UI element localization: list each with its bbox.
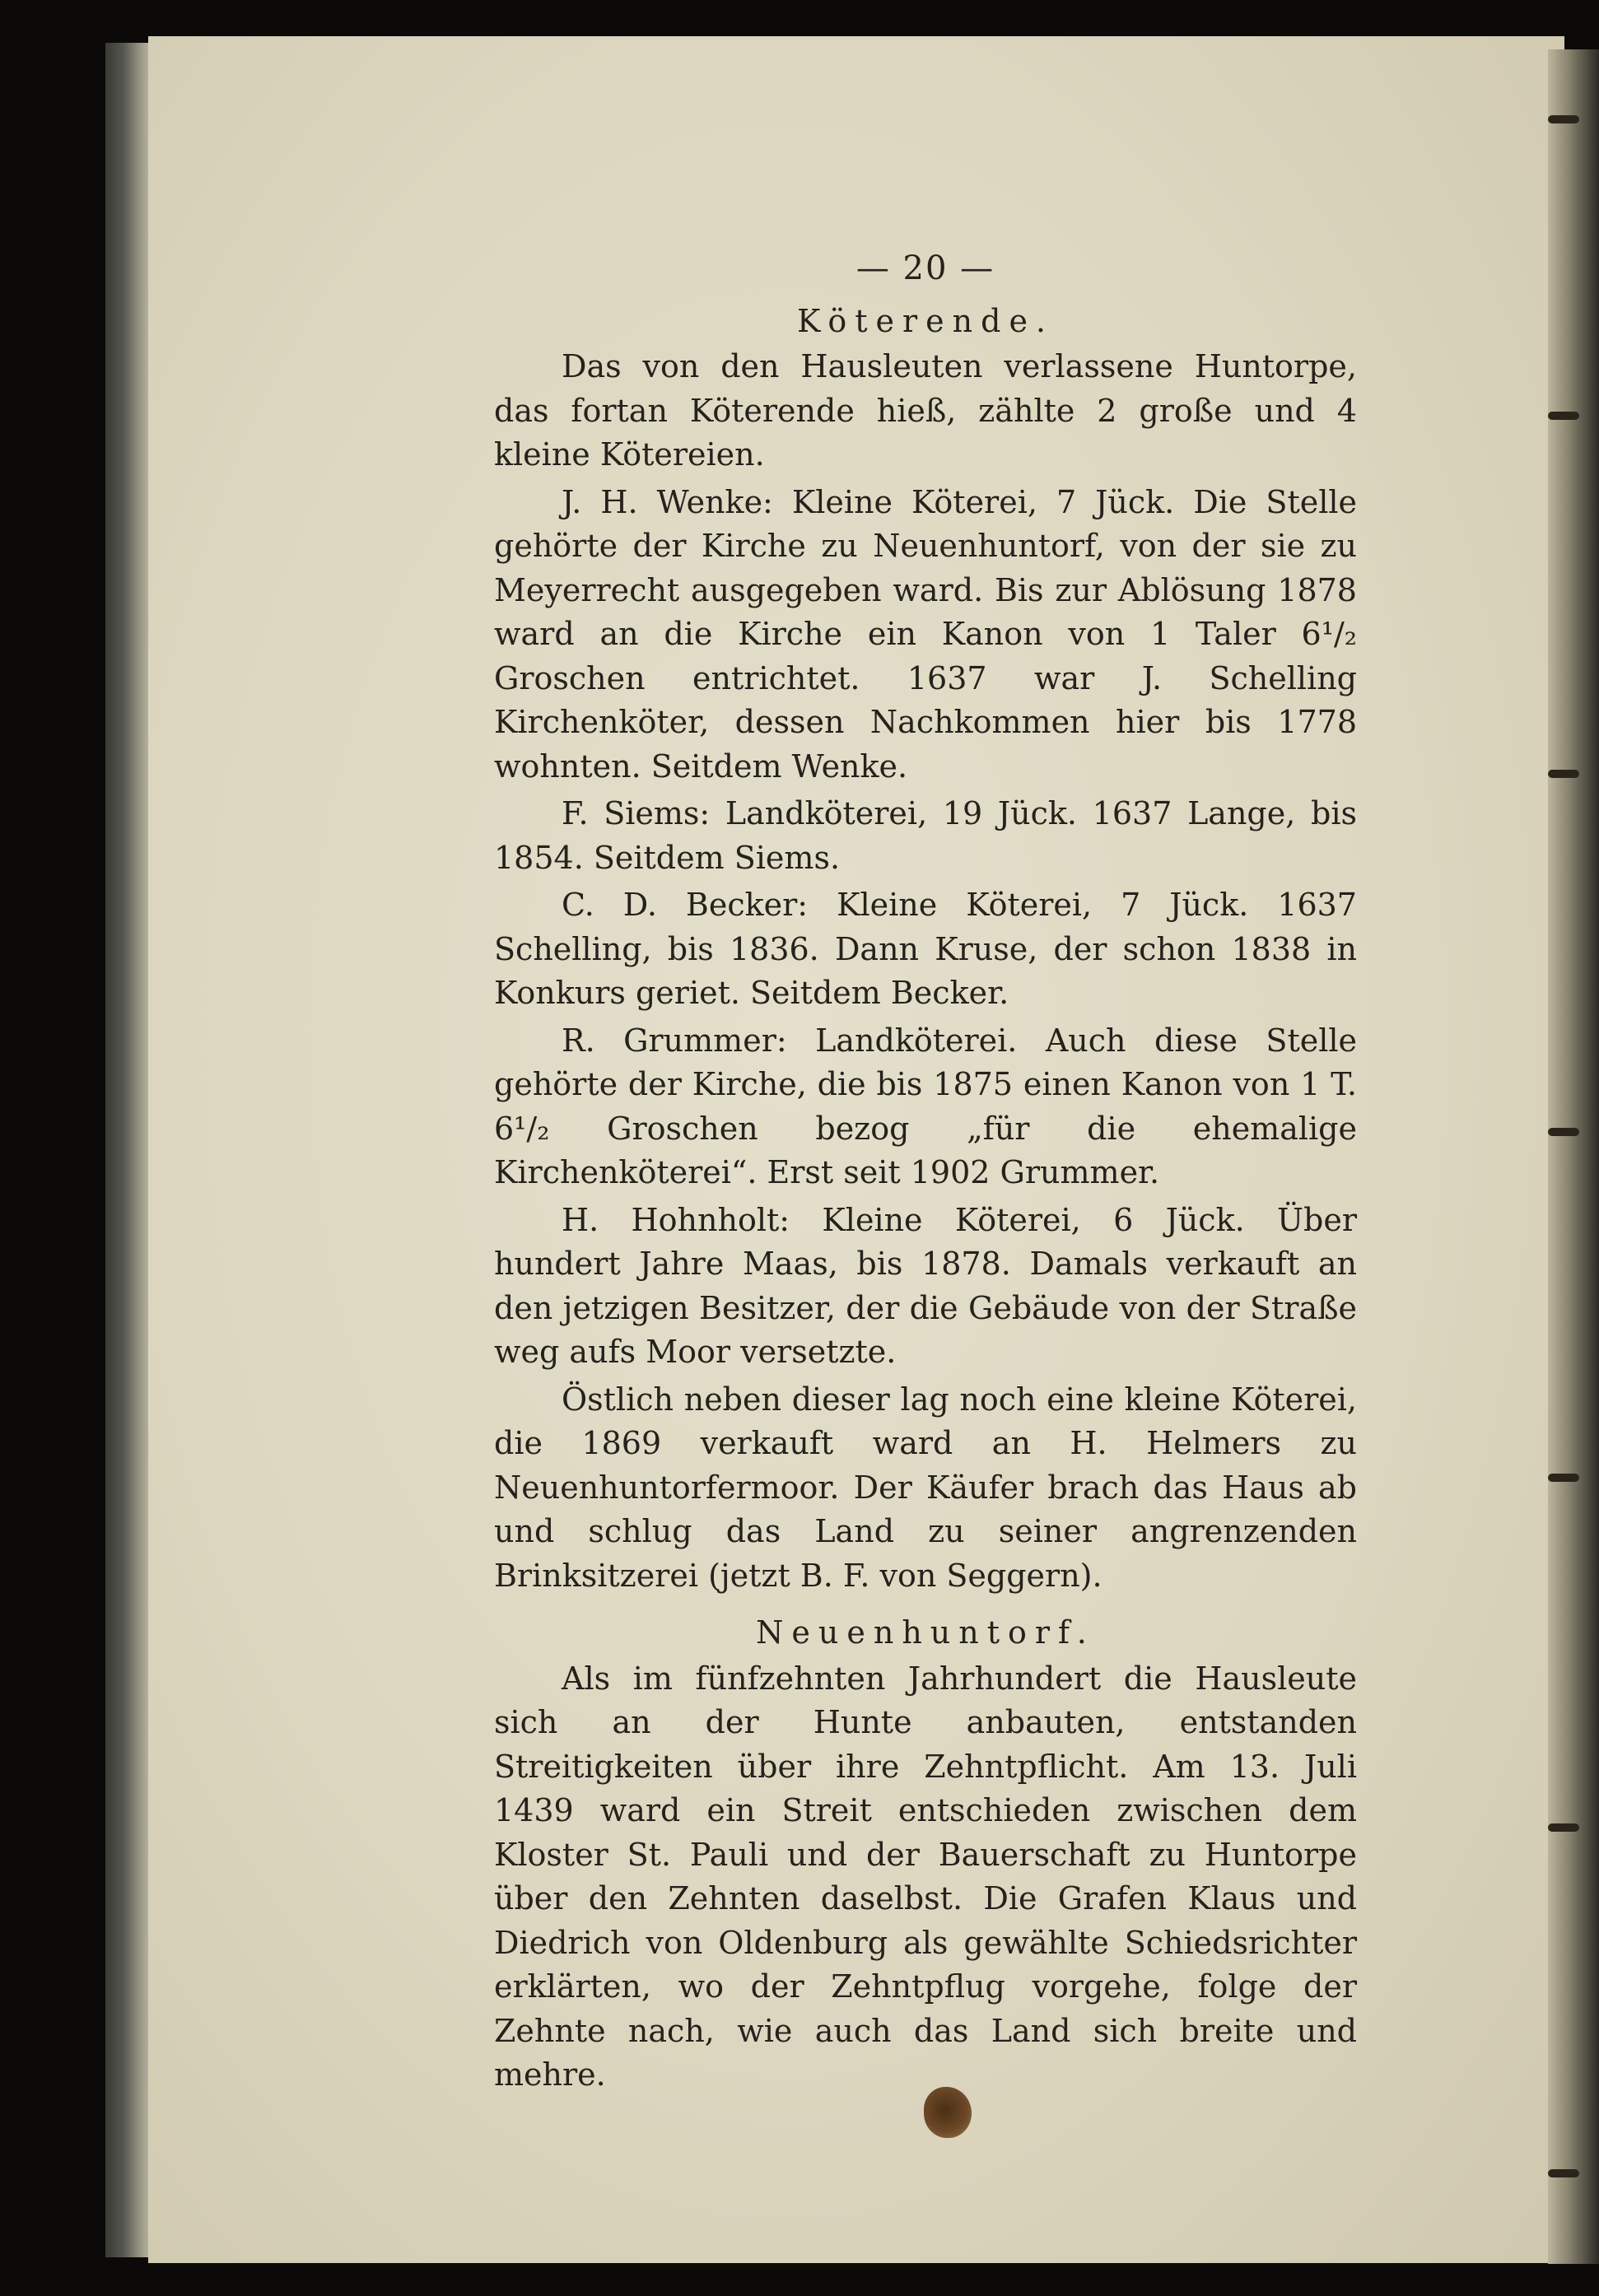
binding-thread-mark	[1548, 1128, 1579, 1136]
binding-thread-mark	[1548, 412, 1579, 420]
paragraph: R. Grummer: Landköterei. Auch diese Stelle gehörte der Kirche, die bis 1875 einen Kanon von 1 T. 6¹/₂ Groschen bezog „für die ehemalige Kirchenköterei“. Erst seit 1902 Grummer.	[494, 1022, 1357, 1190]
paragraph: Als im fünfzehnten Jahrhundert die Hausleute sich an der Hunte anbauten, entstanden Streitigkeiten über ihre Zehntpflicht. Am 13. Juli 1439 ward ein Streit entschieden zwischen dem Kloster St. Pauli und der Bauerschaft zu Huntorpe über den Zehnten daselbst. Die Grafen Klaus und Diedrich von Oldenburg als gewählte Schiedsrichter erklärten, wo der Zehntpflug vorgehe, folge der Zehnte nach, wie auch das Land sich breite und mehre.	[494, 1660, 1357, 2093]
page-text	[494, 247, 1357, 2101]
paragraph: F. Siems: Landköterei, 19 Jück. 1637 Lange, bis 1854. Seitdem Siems.	[494, 795, 1357, 876]
binding-thread-mark	[1548, 770, 1579, 778]
section-heading-koeterende: Köterende.	[796, 302, 1055, 339]
binding-thread-mark	[1548, 115, 1579, 123]
section-heading-neuenhuntorf: Neuenhuntorf.	[756, 1614, 1095, 1651]
binding-thread-mark	[1548, 2169, 1579, 2177]
paragraph: Das von den Hausleuten verlassene Huntorpe, das fortan Köterende hieß, zählte 2 große und 4 kleine Kötereien.	[494, 348, 1357, 473]
paragraph: J. H. Wenke: Kleine Köterei, 7 Jück. Die Stelle gehörte der Kirche zu Neuenhuntorf, von der sie zu Meyerrecht ausgegeben ward. Bis zur Ablösung 1878 ward an die Kirche ein Kanon von 1 Taler 6¹/₂ Groschen entrichtet. 1637 war J. Schelling Kirchenköter, dessen Nachkommen hier bis 1778 wohnten. Seitdem Wenke.	[494, 483, 1357, 785]
page-number: — 20 —	[855, 249, 995, 287]
paragraph: C. D. Becker: Kleine Köterei, 7 Jück. 1637 Schelling, bis 1836. Dann Kruse, der schon 1838 in Konkurs geriet. Seitdem Becker.	[494, 887, 1357, 1011]
binding-thread-mark	[1548, 1823, 1579, 1832]
paragraph: H. Hohnholt: Kleine Köterei, 6 Jück. Über hundert Jahre Maas, bis 1878. Damals verkauft an den jetzigen Besitzer, der die Gebäude von der Straße weg aufs Moor versetzte.	[494, 1201, 1357, 1370]
paragraph: Östlich neben dieser lag noch eine kleine Köterei, die 1869 verkauft ward an H. Helmers zu Neuenhuntorfermoor. Der Käufer brach das Haus ab und schlug das Land zu seiner angrenzenden Brinksitzerei (jetzt B. F. von Seggern).	[494, 1381, 1357, 1594]
binding-thread-mark	[1548, 1474, 1579, 1482]
page-edge	[1548, 49, 1599, 2264]
